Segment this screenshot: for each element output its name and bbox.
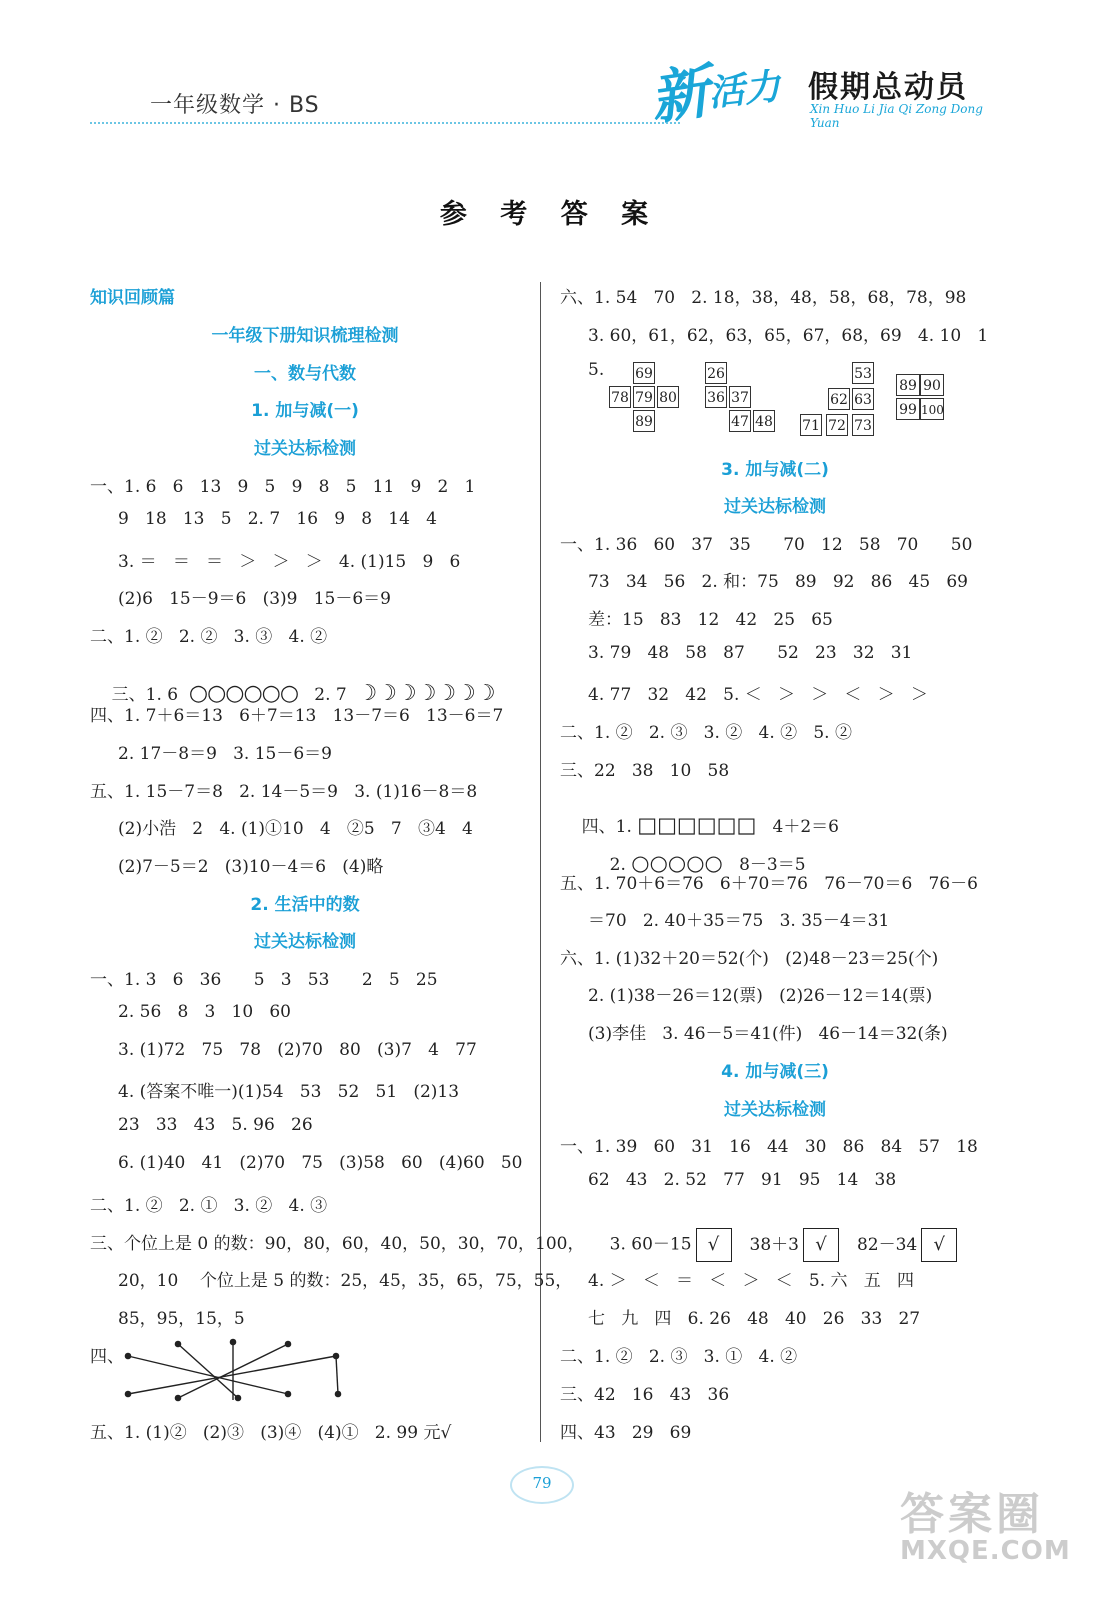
answer-line: 二、1. ② 2. ③ 3. ② 4. ② 5. ② [560, 723, 852, 743]
subsection-heading: 1. 加与减(一) [251, 401, 359, 421]
answer-line: 9 18 13 5 2. 7 16 9 8 14 4 [118, 509, 437, 529]
answer-line: 5. [588, 360, 605, 380]
answer-line: 二、1. ② 2. ② 3. ③ 4. ② [90, 627, 328, 647]
grid-cell: 89 [633, 410, 655, 432]
expression: 82－34 [856, 1234, 918, 1255]
answer-line: 3. ＝ ＝ ＝ ＞ ＞ ＞ 4. (1)15 9 6 [118, 552, 461, 572]
grid-cell: 78 [609, 386, 631, 408]
answer-line: 2. 17－8＝9 3. 15－6＝9 [118, 744, 332, 764]
answer-line: 六、1. (1)32＋20＝52(个) (2)48－23＝25(个) [560, 949, 939, 969]
grid-cell: 53 [852, 362, 874, 384]
subsection-heading: 2. 生活中的数 [250, 895, 360, 915]
subsection-heading: 4. 加与减(三) [721, 1062, 829, 1082]
subsection-heading: 过关达标检测 [254, 439, 356, 459]
grid-cell: 90 [920, 374, 944, 396]
page-number: 79 [510, 1466, 574, 1504]
header-divider [90, 122, 680, 124]
answer-text: 8－3＝5 [722, 855, 806, 875]
grid-cell: 63 [852, 388, 874, 410]
subsection-heading: 3. 加与减(二) [721, 460, 829, 480]
grid-cell: 72 [826, 414, 848, 436]
answer-text: 三、1. 6 [111, 685, 189, 705]
subsection-heading: 一年级下册知识梳理检测 [211, 326, 399, 346]
answer-line: 五、1. 70＋6＝76 6＋70＝76 76－70＝6 76－6 [560, 874, 978, 894]
grid-cell: 36 [705, 386, 727, 408]
answer-text: 四、1. [581, 817, 638, 837]
logo-main-text: 假期总动员 [808, 70, 968, 105]
check-box: √ [696, 1228, 732, 1262]
grid-cell: 62 [828, 388, 850, 410]
grid-cell: 69 [633, 362, 655, 384]
line-matching-diagram [118, 1338, 348, 1404]
answer-line: 一、1. 3 6 36 5 3 53 2 5 25 [90, 970, 438, 990]
circles-drawing: ○○○○○ [631, 851, 723, 875]
answer-line: 20，10 个位上是 5 的数：25，45，35，65，75，55， [118, 1271, 573, 1291]
squares-drawing: □□□□□□ [637, 813, 757, 837]
answer-line: 三、42 16 43 36 [560, 1385, 730, 1405]
page-title: 参 考 答 案 [439, 199, 661, 230]
grid-cell: 47 [729, 410, 751, 432]
answer-line: 一、1. 39 60 31 16 44 30 86 84 57 18 [560, 1137, 978, 1157]
expression: 3. 60－15 [609, 1234, 692, 1255]
grid-cell: 26 [705, 362, 727, 384]
watermark-url: MXQE.COM [900, 1536, 1071, 1566]
brand-logo [646, 48, 1010, 133]
check-box: √ [921, 1228, 957, 1262]
answer-line: 三、个位上是 0 的数：90，80，60，40，50，30，70，100， [90, 1234, 585, 1254]
answer-line: 4. ＞ ＜ ＝ ＜ ＞ ＜ 5. 六 五 四 [588, 1271, 914, 1291]
answer-text: 2. 7 [298, 685, 358, 705]
answer-line: 2. 56 8 3 10 60 [118, 1002, 291, 1022]
subsection-heading: 过关达标检测 [724, 497, 826, 517]
answer-line: 3. (1)72 75 78 (2)70 80 (3)7 4 77 [118, 1040, 477, 1060]
answer-line: (3)李佳 3. 46－5＝41(件) 46－14＝32(条) [588, 1024, 948, 1044]
answer-line: 四、1. 7＋6＝13 6＋7＝13 13－7＝6 13－6＝7 [90, 706, 504, 726]
circles-drawing: ○○○○○○ [188, 681, 299, 706]
subsection-heading: 过关达标检测 [724, 1100, 826, 1120]
answer-line: 3. 60，61，62，63，65，67，68，69 4. 10 1 [588, 326, 989, 346]
answer-line: 4. 77 32 42 5. ＜ ＞ ＞ ＜ ＞ ＞ [588, 685, 928, 705]
answer-line: 六、1. 54 70 2. 18，38，48，58，68，78，98 [560, 288, 967, 308]
answer-line: (2)7－5＝2 (3)10－4＝6 (4)略 [118, 857, 384, 877]
subsection-heading: 一、数与代数 [254, 364, 356, 384]
answer-line: 二、1. ② 2. ③ 3. ① 4. ② [560, 1347, 798, 1367]
answer-line: 一、1. 6 6 13 9 5 9 8 5 11 9 2 1 [90, 477, 476, 497]
watermark-text: 答案圈 [900, 1489, 1044, 1540]
header-subject: 一年级数学 · BS [150, 93, 320, 118]
logo-huoli-text: 活力 [706, 65, 783, 115]
expression: 38＋3 [749, 1234, 799, 1255]
answer-line: 2. (1)38－26＝12(票) (2)26－12＝14(票) [588, 986, 933, 1006]
grid-cell: 99 [896, 398, 920, 420]
answer-line: 4. (答案不唯一)(1)54 53 52 51 (2)13 [118, 1082, 460, 1102]
grid-cell: 89 [896, 374, 920, 396]
answer-line: (2)6 15－9＝6 (3)9 15－6＝9 [118, 589, 391, 609]
answer-line: ＝70 2. 40＋35＝75 3. 35－4＝31 [588, 911, 890, 931]
answer-line: 二、1. ② 2. ① 3. ② 4. ③ [90, 1196, 328, 1216]
grid-cell: 100 [920, 398, 944, 420]
answer-line: 五、1. (1)② (2)③ (3)④ (4)① 2. 99 元√ [90, 1423, 452, 1443]
answer-line: 85，95，15，5 [118, 1309, 245, 1329]
grid-cell: 71 [800, 414, 822, 436]
grid-cell: 48 [753, 410, 775, 432]
answer-line: 一、1. 36 60 37 35 70 12 58 70 50 [560, 535, 973, 555]
answer-line: 23 33 43 5. 96 26 [118, 1115, 313, 1135]
logo-pinyin: Xin Huo Li Jia Qi Zong Dong Yuan [810, 102, 983, 130]
subsection-heading: 过关达标检测 [254, 932, 356, 952]
answer-line: 6. (1)40 41 (2)70 75 (3)58 60 (4)60 50 [118, 1153, 523, 1173]
answer-line: 62 43 2. 52 77 91 95 14 38 [588, 1170, 897, 1190]
answer-line: 七 九 四 6. 26 48 40 26 33 27 [588, 1309, 921, 1329]
section-heading: 知识回顾篇 [90, 288, 175, 308]
answer-line: 73 34 56 2. 和：75 89 92 86 45 69 [588, 572, 969, 592]
watermark [900, 1478, 1071, 1566]
answer-line: 四、43 29 69 [560, 1423, 692, 1443]
grid-cell: 79 [633, 386, 655, 408]
answer-text: 2. [609, 855, 632, 875]
answer-line: 三、22 38 10 58 [560, 761, 730, 781]
grid-cell: 80 [657, 386, 679, 408]
answer-line: 差：15 83 12 42 25 65 [588, 610, 833, 630]
answer-line: 四、 [90, 1347, 124, 1367]
grid-cell: 73 [852, 414, 874, 436]
grid-cell: 37 [729, 386, 751, 408]
check-box: √ [803, 1228, 839, 1262]
answer-line: (2)小浩 2 4. (1)①10 4 ②5 7 ③4 4 [118, 819, 473, 839]
answer-line: 3. 79 48 58 87 52 23 32 31 [588, 643, 913, 663]
answer-line: 五、1. 15－7＝8 2. 14－5＝9 3. (1)16－8＝8 [90, 782, 478, 802]
logo-new-char: 新 [646, 57, 714, 133]
answer-text: 4＋2＝6 [756, 817, 839, 837]
moons-drawing: ☽☽☽☽☽☽☽ [357, 681, 496, 706]
